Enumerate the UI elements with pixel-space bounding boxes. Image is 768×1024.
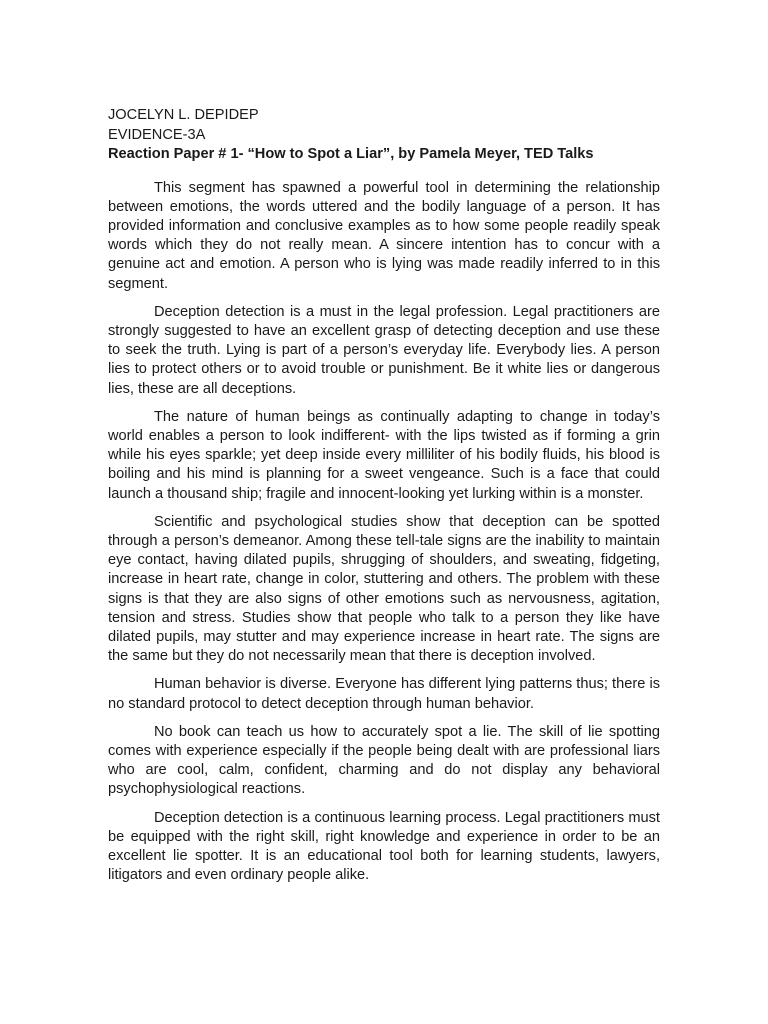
section-label: EVIDENCE-3A [108,126,206,143]
paragraph-6: No book can teach us how to accurately spot a lie. The skill of lie spotting comes with experience especially if the people being dealt with are professional liars who are cool, calm, confident, charming and do not display any behavioral psychophysiological reactions. [108,723,660,798]
paper-title: Reaction Paper # 1- “How to Spot a Liar”, by Pamela Meyer, TED Talks [108,146,594,162]
paragraph-2: Deception detection is a must in the legal profession. Legal practitioners are strongly suggested to have an excellent grasp of detecting deception and use these to seek the truth. Lying is part of a person’s everyday life. Everybody lies. A person lies to protect others or to avoid trouble or punishment. Be it white lies or dangerous lies, these are all deceptions. [108,303,660,397]
paragraph-4: Scientific and psychological studies show that deception can be spotted through a person’s demeanor. Among these tell-tale signs are the inability to maintain eye contact, having dilated pupils, shrugging of shoulders, and sweating, fidgeting, increase in heart rate, change in color, stuttering and others. The problem with these signs is that they are also signs of other emotions such as nervousness, agitation, tension and stress. Studies show that people who talk to a person they like have dilated pupils, may stutter and may experience increase in heart rate. The signs are the same but they do not necessarily mean that there is deception involved. [108,513,660,665]
paragraph-7: Deception detection is a continuous learning process. Legal practitioners must be equipped with the right skill, right knowledge and experience in order to be an excellent lie spotter. It is an educational tool both for learning students, lawyers, litigators and even ordinary people alike. [108,809,660,884]
paragraph-1: This segment has spawned a powerful tool in determining the relationship between emotions, the words uttered and the bodily language of a person. It has provided information and conclusive examples as to how some people readily speak words which they do not really mean. A sincere intention has to concur with a genuine act and emotion. A person who is lying was made readily inferred to in this segment. [108,179,660,292]
author-name: JOCELYN L. DEPIDEP [108,107,259,123]
document-page [108,106,660,894]
paragraph-3: The nature of human beings as continually adapting to change in today’s world enables a person to look indifferent- with the lips twisted as if forming a grin while his eyes sparkle; yet deep inside every milliliter of his bodily fluids, his blood is boiling and his mind is planning for a sweet vengeance. Such is a face that could launch a thousand ship; fragile and innocent-looking yet lurking within is a monster. [108,408,660,502]
paragraph-5: Human behavior is diverse. Everyone has different lying patterns thus; there is no standard protocol to detect deception through human behavior. [108,676,660,712]
